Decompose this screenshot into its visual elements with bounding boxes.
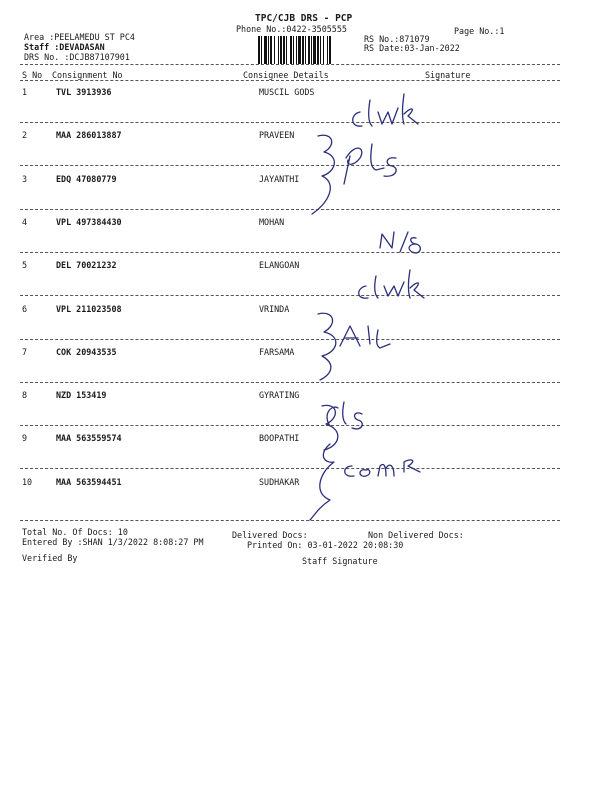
row-consignment-number: MAA 563594451 bbox=[56, 476, 122, 487]
row-consignee-name: BOOPATHI bbox=[259, 433, 300, 444]
row-serial-number: 5 bbox=[22, 260, 28, 271]
row-serial-number: 4 bbox=[22, 216, 28, 227]
barcode-bar bbox=[308, 36, 310, 64]
row-consignment-number: EDQ 47080779 bbox=[56, 173, 117, 184]
barcode-bar bbox=[327, 36, 328, 64]
barcode-bar bbox=[302, 36, 304, 64]
row-consignee-name: VRINDA bbox=[259, 303, 290, 314]
handwriting-pls bbox=[344, 144, 396, 184]
barcode-bar bbox=[290, 36, 292, 64]
barcode-bar bbox=[286, 36, 287, 64]
barcode-bar bbox=[296, 36, 297, 64]
barcode-image bbox=[258, 36, 360, 64]
row-consignee-name: FARSAMA bbox=[259, 346, 295, 357]
row-divider bbox=[20, 165, 560, 166]
row-serial-number: 8 bbox=[22, 390, 28, 401]
barcode-bar bbox=[313, 36, 316, 64]
row-serial-number: 3 bbox=[22, 173, 28, 184]
barcode-bar bbox=[329, 36, 331, 64]
row-consignee-name: ELANGOAN bbox=[259, 260, 300, 271]
verified-by: Verified By bbox=[22, 553, 78, 563]
row-consignment-number: COK 20943535 bbox=[56, 346, 117, 357]
header-divider-bottom bbox=[20, 80, 560, 81]
row-consignee-name: GYRATING bbox=[259, 390, 300, 401]
handwriting-ail bbox=[340, 326, 390, 348]
row-consignee-name: MOHAN bbox=[259, 216, 285, 227]
barcode-bar bbox=[323, 36, 324, 64]
document-title: TPC/CJB DRS - PCP bbox=[255, 13, 353, 24]
row-serial-number: 9 bbox=[22, 433, 28, 444]
signature-brace-1 bbox=[312, 135, 334, 214]
row-consignment-number: VPL 211023508 bbox=[56, 303, 122, 314]
row-consignment-number: NZD 153419 bbox=[56, 390, 107, 401]
column-header-consignee: Consignee Details bbox=[243, 70, 329, 80]
row-divider bbox=[20, 209, 560, 210]
row-serial-number: 6 bbox=[22, 303, 28, 314]
barcode-bar bbox=[264, 36, 267, 64]
row-consignment-number: VPL 497384430 bbox=[56, 216, 122, 227]
barcode-bar bbox=[278, 36, 279, 64]
delivered-docs: Delivered Docs: bbox=[232, 530, 308, 540]
row-consignment-number: MAA 563559574 bbox=[56, 433, 122, 444]
row-serial-number: 7 bbox=[22, 346, 28, 357]
column-header-consignment: Consignment No bbox=[52, 70, 123, 80]
row-divider bbox=[20, 425, 560, 426]
phone-number: Phone No.:0422-3505555 bbox=[236, 24, 347, 34]
area-label: Area :PEELAMEDU ST PC4 bbox=[24, 32, 135, 42]
column-header-signature: Signature bbox=[425, 70, 471, 80]
rs-number: RS No.:871079 bbox=[364, 34, 430, 44]
row-consignee-name: JAYANTHI bbox=[259, 173, 300, 184]
row-serial-number: 2 bbox=[22, 130, 28, 141]
handwriting-n8 bbox=[380, 232, 420, 253]
row-divider bbox=[20, 468, 560, 469]
staff-signature: Staff Signature bbox=[302, 556, 378, 566]
barcode-bar bbox=[311, 36, 312, 64]
row-consignee-name: SUDHAKAR bbox=[259, 476, 300, 487]
handwriting-clwk-2 bbox=[359, 270, 424, 298]
page-number: Page No.:1 bbox=[454, 26, 505, 36]
barcode-bar bbox=[320, 36, 321, 64]
total-docs: Total No. Of Docs: 10 bbox=[22, 527, 128, 537]
entered-by: Entered By :SHAN 1/3/2022 8:08:27 PM bbox=[22, 537, 204, 547]
barcode-bar bbox=[293, 36, 294, 64]
row-consignment-number: MAA 286013887 bbox=[56, 130, 122, 141]
row-divider bbox=[20, 122, 560, 123]
row-divider bbox=[20, 382, 560, 383]
barcode-bar bbox=[274, 36, 275, 64]
signature-brace-2 bbox=[318, 313, 336, 380]
row-serial-number: 10 bbox=[22, 476, 33, 487]
signature-brace-4 bbox=[310, 444, 334, 520]
header-divider-top bbox=[20, 64, 560, 65]
barcode-bar bbox=[258, 36, 260, 64]
barcode-bar bbox=[298, 36, 301, 64]
non-delivered-docs: Non Delivered Docs: bbox=[368, 530, 464, 540]
staff-label: Staff :DEVADASAN bbox=[24, 42, 105, 52]
row-divider bbox=[20, 252, 560, 253]
row-serial-number: 1 bbox=[22, 87, 28, 97]
row-divider bbox=[20, 295, 560, 296]
barcode-bar bbox=[283, 36, 285, 64]
row-divider bbox=[20, 339, 560, 340]
printed-on: Printed On: 03-01-2022 20:08:30 bbox=[247, 540, 404, 550]
rs-date: RS Date:03-Jan-2022 bbox=[364, 43, 460, 53]
footer-divider bbox=[20, 520, 560, 521]
barcode-bar bbox=[261, 36, 262, 64]
drs-number: DRS No. :DCJB87107901 bbox=[24, 52, 130, 62]
row-consignee-name: PRAVEEN bbox=[259, 130, 295, 141]
row-consignee-name: MUSCIL GODS bbox=[259, 87, 315, 97]
barcode-bar bbox=[268, 36, 269, 64]
barcode-bar bbox=[270, 36, 272, 64]
barcode-bar bbox=[317, 36, 319, 64]
column-header-sno: S No bbox=[22, 70, 43, 80]
barcode-bar bbox=[280, 36, 282, 64]
row-consignment-number: DEL 70021232 bbox=[56, 260, 117, 271]
row-consignment-number: TVL 3913936 bbox=[56, 87, 112, 97]
barcode-bar bbox=[305, 36, 306, 64]
signature-brace-3 bbox=[322, 405, 338, 450]
